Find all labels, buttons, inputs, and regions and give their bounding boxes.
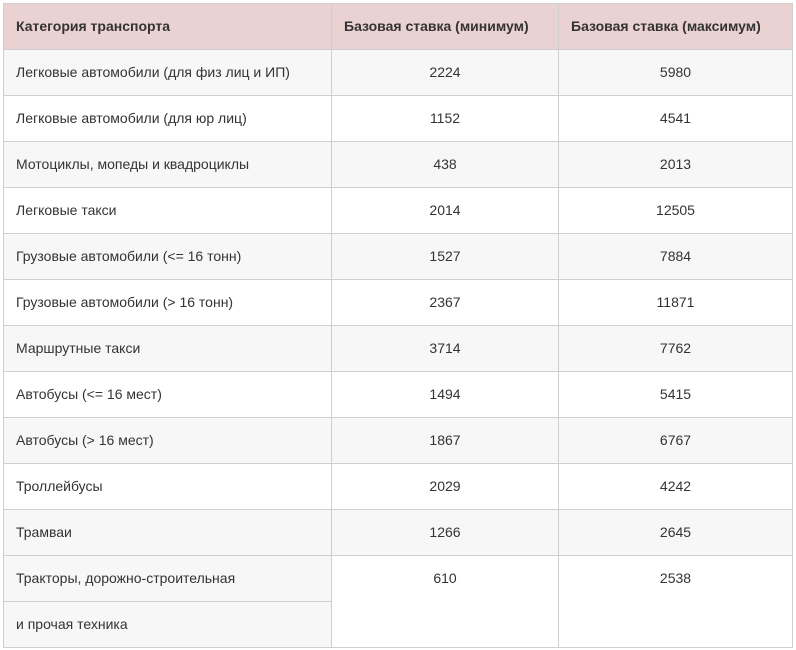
- category-line-2: и прочая техника: [4, 602, 331, 647]
- table-row: [4, 326, 793, 372]
- min-rate-cell: 1527: [332, 234, 559, 280]
- min-rate-cell: 2367: [332, 280, 559, 326]
- category-cell: Легковые автомобили (для юр лиц): [4, 96, 332, 142]
- min-rate-cell: 3714: [332, 326, 559, 372]
- category-cell: Автобусы (> 16 мест): [4, 418, 332, 464]
- category-cell: Трамваи: [4, 510, 332, 556]
- table-row: [4, 464, 793, 510]
- rates-table-container: [3, 3, 792, 648]
- min-rate-cell: 1494: [332, 372, 559, 418]
- category-cell: Грузовые автомобили (> 16 тонн): [4, 280, 332, 326]
- category-line-1: Тракторы, дорожно-строительная: [4, 556, 331, 602]
- min-rate-cell: 2029: [332, 464, 559, 510]
- min-rate-cell: 2224: [332, 50, 559, 96]
- header-min-rate: Базовая ставка (минимум): [332, 4, 559, 50]
- max-rate-cell: 6767: [559, 418, 793, 464]
- category-cell-multiline: [4, 556, 332, 648]
- max-rate-cell: 5415: [559, 372, 793, 418]
- min-rate-cell: 438: [332, 142, 559, 188]
- table-row: [4, 50, 793, 96]
- max-rate-cell: 4541: [559, 96, 793, 142]
- max-rate-cell: 12505: [559, 188, 793, 234]
- category-cell: Легковые автомобили (для физ лиц и ИП): [4, 50, 332, 96]
- table-row: [4, 372, 793, 418]
- max-rate-cell: 5980: [559, 50, 793, 96]
- table-row: [4, 510, 793, 556]
- max-rate-cell: 11871: [559, 280, 793, 326]
- table-row: [4, 188, 793, 234]
- category-cell: Автобусы (<= 16 мест): [4, 372, 332, 418]
- max-rate-cell: 7884: [559, 234, 793, 280]
- max-rate-cell: 7762: [559, 326, 793, 372]
- category-cell: Мотоциклы, мопеды и квадроциклы: [4, 142, 332, 188]
- min-rate-cell: 2014: [332, 188, 559, 234]
- table-row-last: [4, 556, 793, 648]
- max-rate-cell: 2645: [559, 510, 793, 556]
- min-rate-cell: 610: [332, 556, 559, 648]
- table-header-row: [4, 4, 793, 50]
- max-rate-cell: 2538: [559, 556, 793, 648]
- header-category: Категория транспорта: [4, 4, 332, 50]
- table-row: [4, 280, 793, 326]
- category-cell: Троллейбусы: [4, 464, 332, 510]
- header-max-rate: Базовая ставка (максимум): [559, 4, 793, 50]
- max-rate-cell: 2013: [559, 142, 793, 188]
- max-rate-cell: 4242: [559, 464, 793, 510]
- category-cell: Маршрутные такси: [4, 326, 332, 372]
- transport-tax-rates-table: [3, 3, 793, 648]
- table-row: [4, 418, 793, 464]
- table-row: [4, 234, 793, 280]
- min-rate-cell: 1867: [332, 418, 559, 464]
- category-cell: Грузовые автомобили (<= 16 тонн): [4, 234, 332, 280]
- category-cell: Легковые такси: [4, 188, 332, 234]
- table-row: [4, 96, 793, 142]
- table-row: [4, 142, 793, 188]
- min-rate-cell: 1266: [332, 510, 559, 556]
- min-rate-cell: 1152: [332, 96, 559, 142]
